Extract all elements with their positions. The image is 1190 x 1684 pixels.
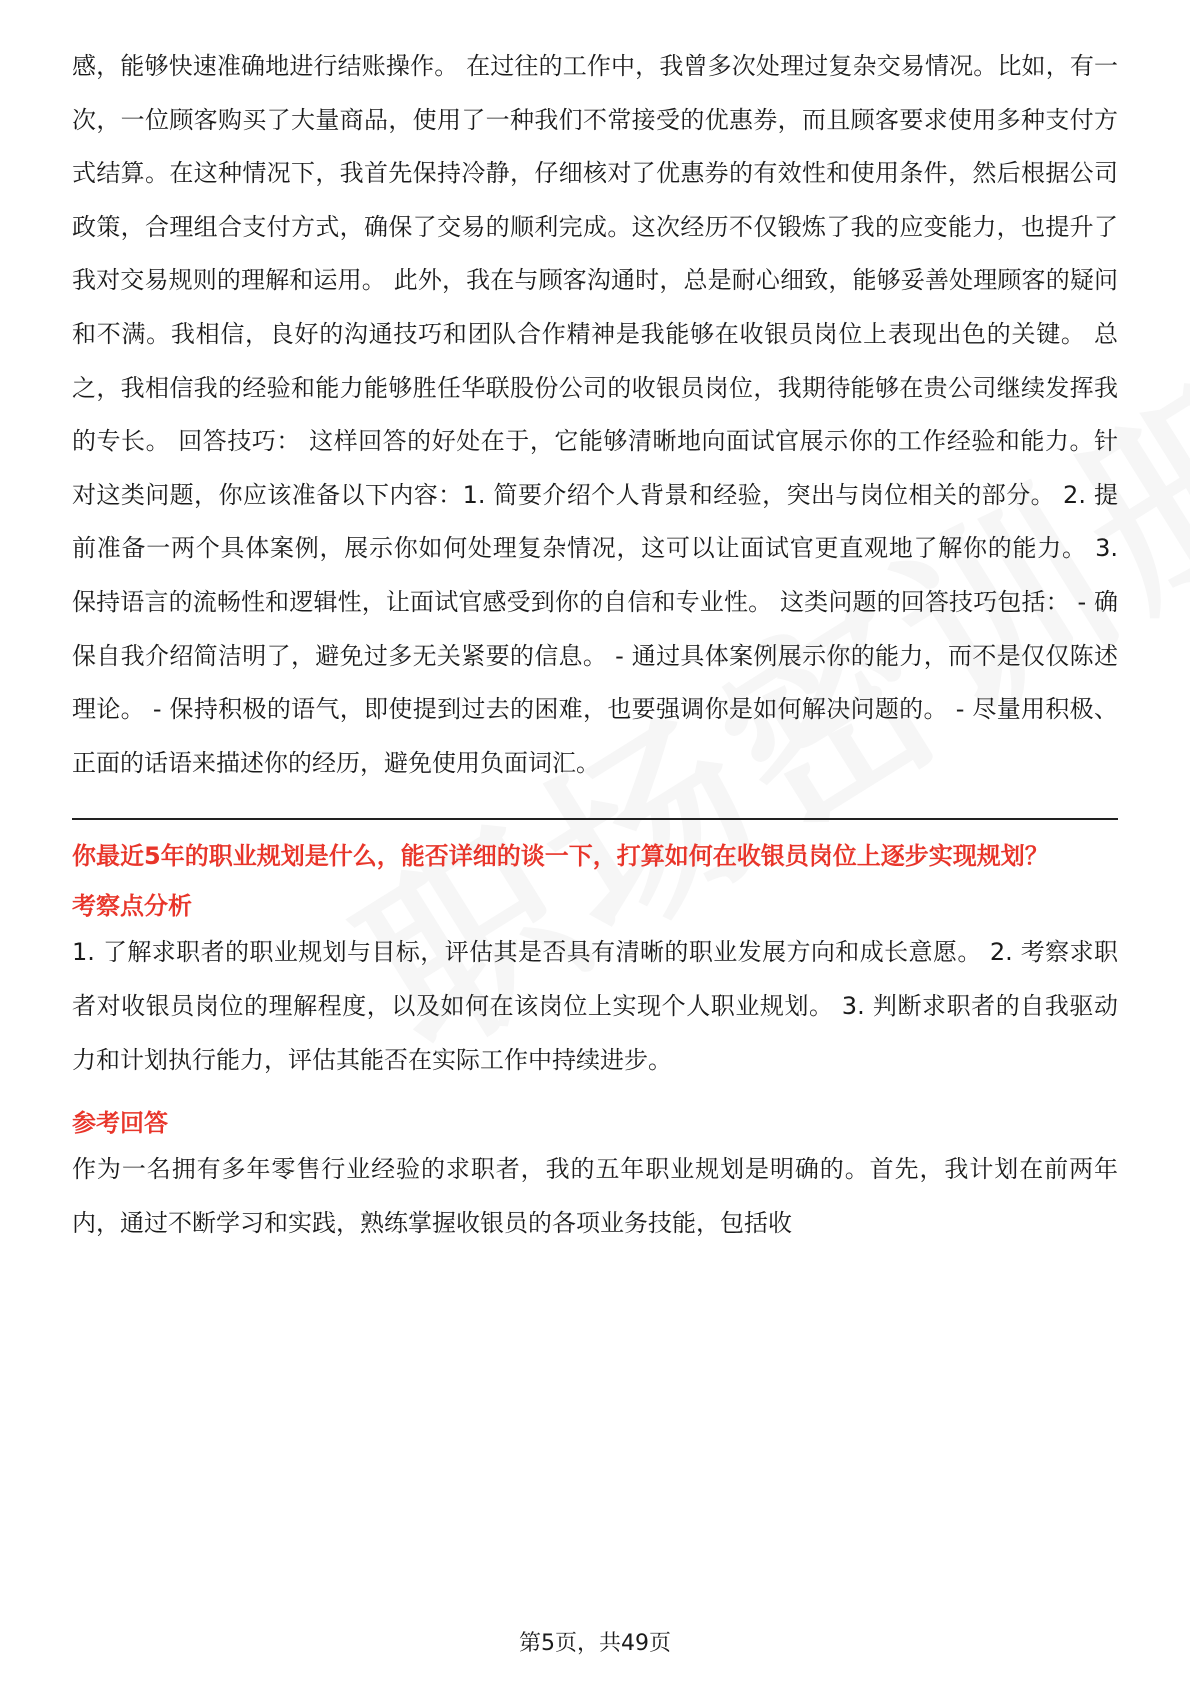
interview-question: 你最近5年的职业规划是什么，能否详细的谈一下，打算如何在收银员岗位上逐步实现规划？ — [72, 842, 1049, 871]
reference-text: 作为一名拥有多年零售行业经验的求职者，我的五年职业规划是明确的。首先，我计划在前两年内，通过不断学习和实践，熟练掌握收银员的各项业务技能，包括收 — [72, 1155, 1118, 1237]
analysis-text: 1. 了解求职者的职业规划与目标，评估其是否具有清晰的职业发展方向和成长意愿。 2. 考察求职者对收银员岗位的理解程度，以及如何在该岗位上实现个人职业规划。 3. 判断求职者的自我驱动力和计划执行能力，评估其能否在实际工作中持续进步。 — [72, 938, 1118, 1074]
reference-heading: 参考回答 — [72, 1109, 168, 1138]
document-page — [72, 40, 1118, 1250]
analysis-heading: 考察点分析 — [72, 892, 192, 921]
section-divider — [72, 818, 1118, 820]
page-number: 第5页，共49页 — [519, 1631, 671, 1656]
body-text-top: 感，能够快速准确地进行结账操作。 在过往的工作中，我曾多次处理过复杂交易情况。比如，有一次，一位顾客购买了大量商品，使用了一种我们不常接受的优惠券，而且顾客要求使用多种支付方式结算。在这种情况下，我首先保持冷静，仔细核对了优惠券的有效性和使用条件，然后根据公司政策，合理组合支付方式，确保了交易的顺利完成。这次经历不仅锻炼了我的应变能力，也提升了我对交易规则的理解和运用。 此外，我在与顾客沟通时，总是耐心细致，能够妥善处理顾客的疑问和不满。我相信，良好的沟通技巧和团队合作精神是我能够在收银员岗位上表现出色的关键。 总之，我相信我的经验和能力能够胜任华联股份公司的收银员岗位，我期待能够在贵公司继续发挥我的专长。 回答技巧： 这样回答的好处在于，它能够清晰地向面试官展示你的工作经验和能力。针对这类问题，你应该准备以下内容：1. 简要介绍个人背景和经验，突出与岗位相关的部分。 2. 提前准备一两个具体案例，展示你如何处理复杂情况，这可以让面试官更直观地了解你的能力。 3. 保持语言的流畅性和逻辑性，让面试官感受到你的自信和专业性。 这类问题的回答技巧包括： - 确保自我介绍简洁明了，避免过多无关紧要的信息。 - 通过具体案例展示你的能力，而不是仅仅陈述理论。 - 保持积极的语气，即使提到过去的困难，也要强调你是如何解决问题的。 - 尽量用积极、正面的话语来描述你的经历，避免使用负面词汇。 — [72, 52, 1118, 777]
